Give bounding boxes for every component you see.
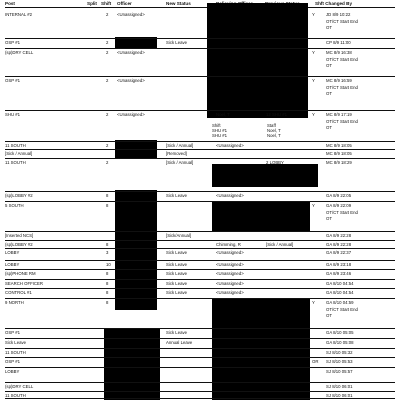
shu-staff-b: Noel, T: [267, 133, 281, 138]
row-shift: 2: [106, 12, 109, 17]
row-ot-label: OT: [326, 125, 332, 130]
row-divider: [5, 149, 395, 150]
row-divider: [5, 348, 395, 349]
row-new-status: Sick Leave: [166, 290, 188, 295]
row-shift: 3: [106, 250, 109, 255]
row-shift: 8: [106, 193, 109, 198]
row-new-status: Sick Leave: [166, 281, 188, 286]
row-new-status: Annual Leave: [166, 340, 193, 345]
row-post: 5 SOUTH: [5, 203, 24, 208]
row-changed-by: GA 8/9 23:46: [326, 271, 352, 276]
row-officer: <Unassigned>: [117, 50, 145, 55]
row-ot-start-end-labels: OT/CT Start End: [326, 210, 358, 215]
row-relieving-officer: <Unassigned>: [216, 281, 244, 286]
row-relieving-officer: <Unassigned>: [216, 271, 244, 276]
redaction-block: [207, 3, 308, 118]
row-ot-start-end-labels: OT/CT Start End: [326, 85, 358, 90]
row-changed-by: MC 8/9 18:05: [326, 143, 352, 148]
row-changed-by: GA 8/10 04:59: [326, 300, 354, 305]
row-changed-by: SJ 8/10 05:57: [326, 369, 353, 374]
row-flag: Y: [312, 203, 315, 208]
row-flag: Y: [312, 50, 315, 55]
row-divider: [5, 48, 395, 49]
row-shift: 2: [106, 40, 109, 45]
row-post: INTERNAL #2: [5, 12, 33, 17]
row-ot-label: OT: [326, 313, 332, 318]
row-changed-by: MC 8/9 16:38: [326, 50, 352, 55]
row-ot-label: OT: [326, 63, 332, 68]
row-shift: 2: [106, 112, 109, 117]
row-post: [Inserted NCS]: [5, 233, 34, 238]
row-post: OSP #1: [5, 78, 20, 83]
row-post: OSP #1: [5, 330, 20, 335]
row-relieving-officer: <Unassigned>: [216, 262, 244, 267]
shu-post-a: SHU #1: [212, 128, 228, 133]
row-new-status: Sick Leave: [166, 193, 188, 198]
row-changed-by: GA 8/9 22:28: [326, 233, 352, 238]
row-post: (sp)PHONE RM: [5, 271, 36, 276]
redaction-block: [212, 298, 310, 400]
row-divider: [5, 158, 395, 159]
header-rule: [5, 7, 395, 8]
row-changed-by: GA 8/10 05:05: [326, 330, 354, 335]
row-divider: [5, 288, 395, 289]
row-flag: Y: [312, 12, 315, 17]
row-previous-status: 2 LOBBY: [266, 160, 284, 165]
row-divider: [5, 38, 395, 39]
row-divider: [5, 328, 395, 329]
row-shift: 2: [106, 78, 109, 83]
row-new-status: Sick Leave: [166, 262, 188, 267]
row-shift: 8: [106, 300, 109, 305]
row-shift: 10: [106, 262, 111, 267]
row-new-status: [Removed]: [166, 151, 187, 156]
row-shift: 2: [106, 160, 109, 165]
row-post: 11 SOUTH: [5, 393, 26, 398]
row-relieving-officer: <Unassigned>: [216, 193, 244, 198]
row-post: LOBBY: [5, 262, 20, 267]
row-changed-by: GA 8/9 22:05: [326, 193, 352, 198]
shu-post-b: SHU #1: [212, 133, 228, 138]
row-new-status: Sick Leave: [166, 250, 188, 255]
row-post: Sick Leave: [5, 340, 27, 345]
row-relieving-officer: <Unassigned>: [216, 250, 244, 255]
row-divider: [5, 338, 395, 339]
row-divider: [5, 279, 395, 280]
row-relieving-officer: Noel, T: [216, 112, 230, 117]
row-flag: Y: [312, 112, 315, 117]
row-changed-by: SJ 8/10 06:01: [326, 384, 353, 389]
row-changed-by: MC 8/9 16:59: [326, 78, 352, 83]
row-shift: 2: [106, 50, 109, 55]
row-divider: [5, 141, 395, 142]
col-header-split: Split: [87, 1, 97, 6]
row-ot-start-end-labels: OT/CT Start End: [326, 119, 358, 124]
row-previous-status: [Sick / Annual]: [266, 242, 294, 247]
redaction-block: [212, 164, 318, 187]
row-divider: [5, 110, 395, 111]
row-post: SHU #1: [5, 112, 21, 117]
shu-staff-a: Noel, T: [267, 128, 281, 133]
row-ot-label: OT: [326, 216, 332, 221]
row-divider: [5, 391, 395, 392]
row-previous-status: 12 SHU #1: [266, 112, 288, 117]
row-relieving-officer: Chimming, R: [216, 242, 241, 247]
row-post: 9 NORTH: [5, 300, 24, 305]
row-new-status: Sick Leave: [166, 40, 188, 45]
row-post: 11 SOUTH: [5, 143, 26, 148]
row-changed-by: CP 8/9 11:00: [326, 40, 351, 45]
row-new-status: [Sick / Annual]: [166, 143, 194, 148]
row-divider: [5, 269, 395, 270]
row-changed-by: GA 8/9 22:28: [326, 242, 352, 247]
row-shift: 8: [106, 281, 109, 286]
row-divider: [5, 382, 395, 383]
row-changed-by: SJ 8/10 05:32: [326, 350, 353, 355]
row-changed-by: MC 8/9 18:29: [326, 160, 352, 165]
col-header-shift-changed-by: Shft Changed By: [315, 1, 353, 6]
row-officer: <Unassigned>: [117, 78, 145, 83]
row-officer: <Unassigned>: [117, 12, 145, 17]
row-post: (sp)LOBBY #2: [5, 193, 33, 198]
row-divider: [5, 367, 395, 368]
row-changed-by: SJ 8/10 05:53: [326, 359, 353, 364]
row-relieving-officer: <Unassigned>: [216, 143, 244, 148]
row-changed-by: MC 8/9 17:19: [326, 112, 352, 117]
row-divider: [5, 398, 395, 399]
row-post: SEARCH OFFICER: [5, 281, 43, 286]
row-divider: [5, 298, 395, 299]
row-divider: [5, 260, 395, 261]
col-header-shift: Shift: [101, 1, 112, 6]
row-ot-start-end-labels: OT/CT Start End: [326, 19, 358, 24]
row-new-status: [Sick / Annual]: [166, 160, 194, 165]
row-shift: 8: [106, 290, 109, 295]
row-post: (sp)LOBBY #2: [5, 242, 33, 247]
row-changed-by: JD 8/9 10:22: [326, 12, 351, 17]
row-changed-by: SJ 8/10 06:01: [326, 393, 353, 398]
row-changed-by: GA 8/10 04:54: [326, 290, 354, 295]
row-shift: 8: [106, 242, 109, 247]
row-new-status: Sick Leave: [166, 330, 188, 335]
row-new-status: [Sick/Annual]: [166, 233, 192, 238]
col-header-officer: Officer: [117, 1, 132, 6]
row-relieving-officer: <Unassigned>: [216, 290, 244, 295]
row-post: LOBBY: [5, 369, 20, 374]
col-header-post: Post: [5, 1, 15, 6]
row-changed-by: GA 8/9 22:09: [326, 203, 352, 208]
row-divider: [5, 201, 395, 202]
row-post: 11 SOUTH: [5, 350, 26, 355]
row-shift: 8: [106, 271, 109, 276]
row-divider: [5, 231, 395, 232]
row-ot-label: OT: [326, 91, 332, 96]
row-post: OSP #1: [5, 359, 20, 364]
row-flag: Y: [312, 78, 315, 83]
row-divider: [5, 76, 395, 77]
row-post: [Sick / Annual]: [5, 151, 33, 156]
row-ot-start-end-labels: OT/CT Start End: [326, 57, 358, 62]
row-new-status: Sick Leave: [166, 271, 188, 276]
row-post: LOBBY: [5, 250, 20, 255]
row-changed-by: GA 8/9 22:37: [326, 250, 352, 255]
row-post: 11 SOUTH: [5, 160, 26, 165]
row-shift: 2: [106, 143, 109, 148]
row-changed-by: GA 8/10 05:08: [326, 340, 354, 345]
shu-shift-label: Shift: [212, 123, 221, 128]
row-flag: Y: [312, 300, 315, 305]
row-shift: 8: [106, 203, 109, 208]
redaction-block: [115, 190, 157, 310]
row-flag: OR: [312, 359, 319, 364]
row-divider: [5, 357, 395, 358]
row-changed-by: GA 8/10 04:54: [326, 281, 354, 286]
row-ot-start-end-labels: OT/CT Start End: [326, 307, 358, 312]
row-officer: <Unassigned>: [117, 112, 145, 117]
shu-staff-label: Staff: [267, 123, 276, 128]
row-changed-by: MC 8/9 18:05: [326, 151, 352, 156]
row-divider: [5, 191, 395, 192]
row-post: CONTROL #1: [5, 290, 32, 295]
row-divider: [5, 248, 395, 249]
row-changed-by: GA 8/9 23:18: [326, 262, 352, 267]
row-divider: [5, 240, 395, 241]
row-post: (sp)DRY CELL: [5, 384, 34, 389]
row-post: OSP #1: [5, 40, 20, 45]
redaction-block: [212, 202, 310, 232]
row-ot-label: OT: [326, 25, 332, 30]
row-post: (sp)DRY CELL: [5, 50, 34, 55]
col-header-new-status: New Status: [166, 1, 191, 6]
